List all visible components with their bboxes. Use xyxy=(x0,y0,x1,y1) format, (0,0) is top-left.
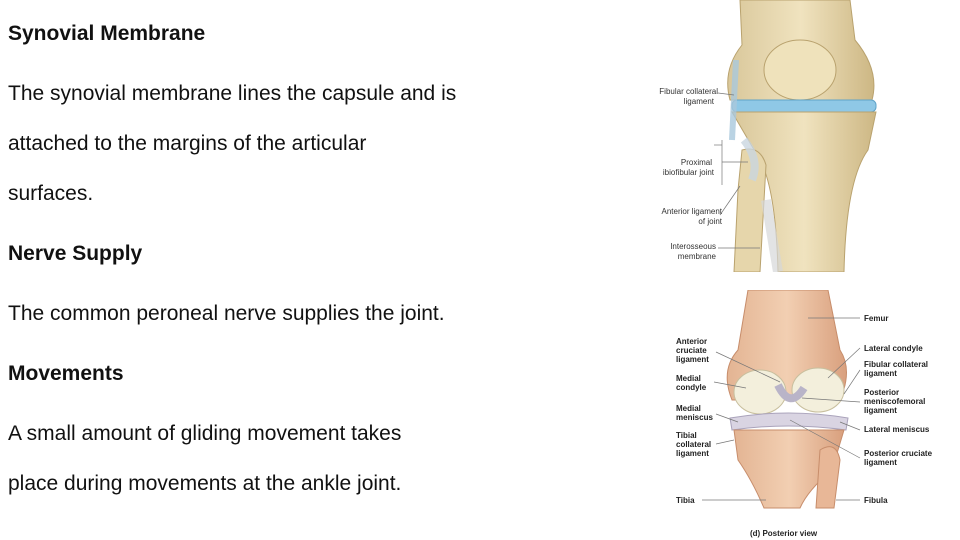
label-medial-meniscus-2: meniscus xyxy=(676,413,713,422)
knee-posterior-illustration xyxy=(668,290,960,540)
label-tibia: Tibia xyxy=(676,496,695,505)
label-fibular-collateral-1: Fibular collateral xyxy=(864,360,929,369)
synovial-line-1: The synovial membrane lines the capsule and is xyxy=(8,82,457,105)
label-acl-3: ligament xyxy=(676,355,709,364)
posterior-left-labels xyxy=(676,337,713,505)
label-anterior-ligament-2: of joint xyxy=(698,217,722,226)
movements-line-1: A small amount of gliding movement takes xyxy=(8,422,402,445)
label-fibular-collateral-1: Fibular collateral xyxy=(659,87,718,96)
label-proximal-tibiofibular-2: ibiofibular joint xyxy=(662,168,714,177)
movements-line-2: place during movements at the ankle joint. xyxy=(8,472,402,495)
label-interosseous-1: Interosseous xyxy=(670,242,716,251)
label-tibial-collateral-2: collateral xyxy=(676,440,712,449)
figure-caption: (d) Posterior view xyxy=(750,529,818,538)
fibula-shape xyxy=(816,447,840,508)
fibula-shape xyxy=(734,149,766,272)
label-meniscofemoral-1: Posterior xyxy=(864,388,900,397)
label-lateral-meniscus: Lateral meniscus xyxy=(864,425,930,434)
label-femur: Femur xyxy=(864,314,889,323)
label-meniscofemoral-2: meniscofemoral xyxy=(864,397,926,406)
heading-nerve-supply: Nerve Supply xyxy=(8,242,143,265)
label-lateral-condyle: Lateral condyle xyxy=(864,344,923,353)
label-pcl-2: ligament xyxy=(864,458,897,467)
label-acl-1: Anterior xyxy=(676,337,708,346)
label-medial-condyle-1: Medial xyxy=(676,374,701,383)
synovial-line-3: surfaces. xyxy=(8,182,94,205)
label-fibula: Fibula xyxy=(864,496,888,505)
label-interosseous-2: membrane xyxy=(677,252,716,261)
label-acl-2: cruciate xyxy=(676,346,707,355)
label-fibular-collateral-2: ligament xyxy=(683,97,714,106)
label-pcl-1: Posterior cruciate xyxy=(864,449,933,458)
label-proximal-tibiofibular-1: Proximal xyxy=(680,158,712,167)
menisci-shape xyxy=(730,413,848,430)
label-tibial-collateral-3: ligament xyxy=(676,449,709,458)
meniscus-band xyxy=(732,100,876,112)
label-medial-condyle-2: condyle xyxy=(676,383,707,392)
knee-anterior-illustration xyxy=(610,0,900,272)
femur-shape xyxy=(728,0,874,100)
label-fibular-collateral-2: ligament xyxy=(864,369,897,378)
label-tibial-collateral-1: Tibial xyxy=(676,431,697,440)
posterior-right-labels xyxy=(864,314,933,505)
heading-synovial-membrane: Synovial Membrane xyxy=(8,22,206,45)
heading-movements: Movements xyxy=(8,362,124,385)
label-anterior-ligament-1: Anterior ligament xyxy=(661,207,722,216)
nerve-line-1: The common peroneal nerve supplies the joint. xyxy=(8,302,445,325)
patella-shape xyxy=(764,40,836,100)
label-medial-meniscus-1: Medial xyxy=(676,404,701,413)
fibular-collateral-ligament-shape xyxy=(732,60,736,140)
label-meniscofemoral-3: ligament xyxy=(864,406,897,415)
synovial-line-2: attached to the margins of the articular xyxy=(8,132,367,155)
